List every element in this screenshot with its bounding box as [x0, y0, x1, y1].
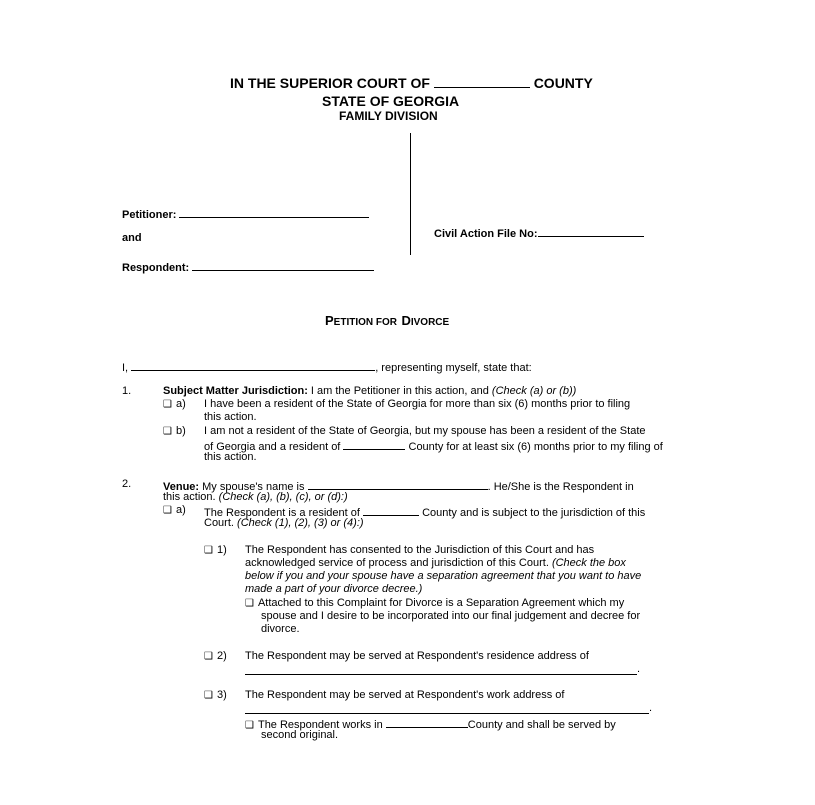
checkbox-icon[interactable]: ❑ [245, 720, 254, 731]
section1-heading-line: Subject Matter Jurisdiction: I am the Petitioner in this action, and (Check (a) or (b)) [163, 385, 577, 397]
checkbox-icon[interactable]: ❑ [163, 399, 172, 410]
court-prefix: IN THE SUPERIOR COURT OF [230, 75, 430, 91]
state-heading: STATE OF GEORGIA [322, 93, 460, 109]
county-blank[interactable] [434, 76, 530, 88]
section1-a-text-cont: this action. [204, 411, 257, 423]
section1-number: 1. [122, 385, 132, 397]
spouse-county-field[interactable] [343, 438, 405, 450]
section2-number: 2. [122, 478, 132, 490]
petitioner-row [122, 206, 369, 222]
respondent-county-field[interactable] [363, 504, 419, 516]
section1-option-a[interactable]: ❑ a) [163, 398, 186, 410]
respondent-label: Respondent: [122, 262, 190, 274]
checkbox-icon[interactable]: ❑ [204, 545, 213, 556]
venue-1-text: The Respondent has consented to the Jurisdiction of this Court and has [245, 544, 595, 556]
respondent-field[interactable] [192, 259, 374, 271]
caption-divider [410, 133, 411, 255]
document-title: PETITION FOR DIVORCE [325, 313, 450, 328]
separation-text-3: divorce. [261, 623, 300, 635]
civil-action-label: Civil Action File No: [434, 228, 538, 240]
checkbox-icon[interactable]: ❑ [163, 426, 172, 437]
work-county-text-2: second original. [261, 729, 339, 741]
work-county-field[interactable] [386, 716, 468, 728]
court-suffix: COUNTY [533, 75, 593, 91]
separation-text-2: spouse and I desire to be incorporated into our final judgement and decree for [261, 610, 641, 622]
and-label: and [122, 232, 142, 244]
section1-b-text-cont: of Georgia and a resident of County for at least six (6) months prior to my filing of [204, 438, 663, 454]
division-heading: FAMILY DIVISION [339, 109, 438, 123]
petitioner-name-field[interactable] [131, 359, 375, 371]
section1-b-text: I am not a resident of the State of Georgia, but my spouse has been a resident of the State [204, 425, 646, 437]
section2-heading-line: Venue: My spouse's name is . He/She is the Respondent in [163, 478, 634, 494]
section2-a-text-cont: Court. (Check (1), (2), (3) or (4):) [204, 517, 364, 529]
venue-option-1[interactable]: ❑ 1) [204, 544, 227, 556]
checkbox-icon[interactable]: ❑ [245, 598, 254, 609]
section1-b-text-end: this action. [204, 451, 257, 463]
work-address-field[interactable] [245, 713, 649, 714]
section1-a-text: I have been a resident of the State of Georgia for more than six (6) months prior to filing [204, 398, 631, 410]
civil-action-field[interactable] [538, 225, 644, 237]
spouse-name-field[interactable] [308, 478, 488, 490]
period: . [637, 663, 641, 675]
checkbox-icon[interactable]: ❑ [204, 651, 213, 662]
residence-address-field[interactable] [245, 674, 637, 675]
checkbox-icon[interactable]: ❑ [163, 505, 172, 516]
section2-option-a[interactable]: ❑ a) [163, 504, 186, 516]
intro-statement: I, , representing myself, state that: [122, 359, 532, 375]
section2-a-text: The Respondent is a resident of County and is subject to the jurisdiction of this [204, 504, 645, 520]
section2-line2: this action. (Check (a), (b), (c), or (d):) [163, 491, 348, 503]
petitioner-label: Petitioner: [122, 209, 177, 221]
venue-option-2[interactable]: ❑ 2) [204, 650, 227, 662]
venue-2-text: The Respondent may be served at Respondent's residence address of [245, 650, 589, 662]
venue-option-3[interactable]: ❑ 3) [204, 689, 227, 701]
venue-1-text-4: made a part of your divorce decree.) [245, 583, 423, 595]
venue-1-text-3: below if you and your spouse have a separation agreement that you want to have [245, 570, 642, 582]
respondent-row [122, 259, 374, 275]
civil-action-row [434, 225, 644, 241]
work-county-option[interactable]: ❑ The Respondent works in County and shall be served by [245, 716, 616, 732]
court-heading [230, 75, 593, 91]
section1-option-b[interactable]: ❑ b) [163, 425, 186, 437]
separation-agreement-option[interactable]: ❑ Attached to this Complaint for Divorce is a Separation Agreement which my [245, 597, 625, 609]
petitioner-field[interactable] [179, 206, 369, 218]
period: . [649, 702, 653, 714]
venue-1-text-2: acknowledged service of process and jurisdiction of this Court. (Check the box [245, 557, 626, 569]
checkbox-icon[interactable]: ❑ [204, 690, 213, 701]
venue-3-text: The Respondent may be served at Respondent's work address of [245, 689, 565, 701]
